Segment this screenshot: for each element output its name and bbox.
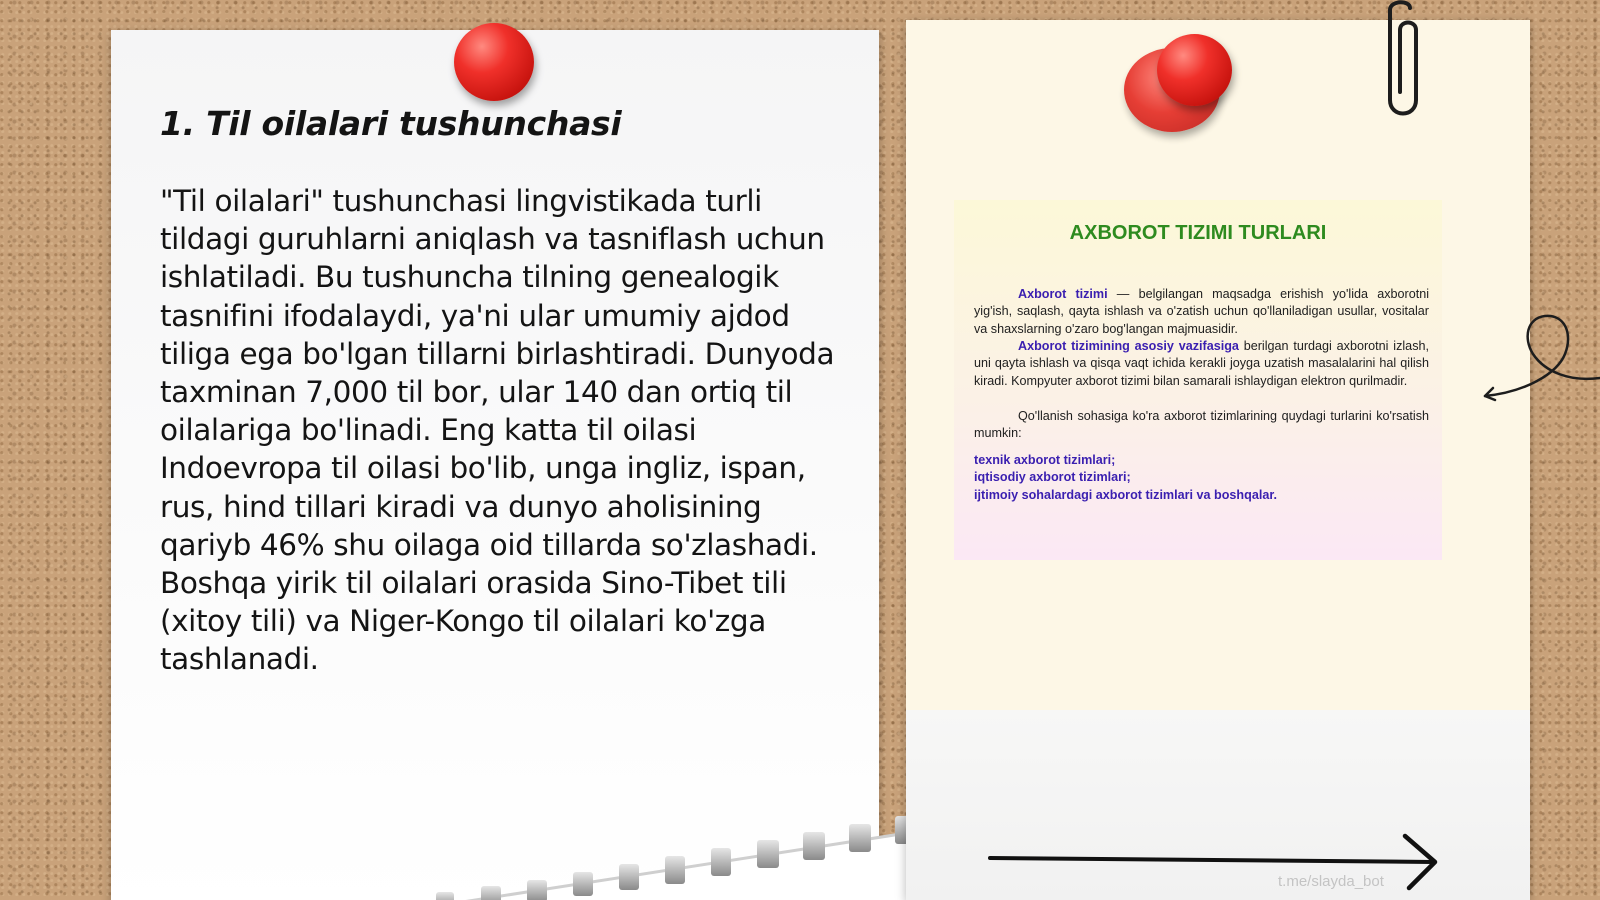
list-item: iqtisodiy axborot tizimlari; [974, 470, 1131, 485]
document-paragraph-1 [974, 286, 1429, 338]
watermark: t.me/slayda_bot [1278, 873, 1384, 890]
note-title: 1. Til oilalari tushunchasi [160, 104, 622, 143]
document-title: AXBOROT TIZIMI TURLARI [1069, 222, 1327, 244]
left-note-card [111, 30, 879, 900]
document-image [954, 200, 1442, 560]
document-paragraph-2 [974, 338, 1429, 390]
loop-doodle-icon [1475, 312, 1600, 408]
list-item: texnik axborot tizimlari; [974, 453, 1116, 467]
paperclip-icon [1370, 0, 1426, 124]
document-paragraph-3 [974, 408, 1429, 443]
term-asosiy-vazifa: Axborot tizimining asosiy vazifasiga [1018, 339, 1239, 353]
paragraph-2-text: berilgan turdagi axborotni izlash, uni qayta ishlash va qisqa vaqt ichida kerakli joyga uzatish masalalarini hal qilish kiradi. Kompyuter axborot tizimi bilan samarali ishlaydigan elektron qurilmadir. [974, 339, 1429, 388]
paragraph-1-text: — belgilangan maqsadga erishish yo'lida axborotni yig'ish, saqlash, qayta ishlash va o'zatish uchun qo'llaniladigan usullar, vositalar va shaxslarning o'zaro bog'langan majmuasidir. [974, 287, 1429, 336]
right-note-card [906, 20, 1530, 900]
paragraph-3-text: Qo'llanish sohasiga ko'ra axborot tizimlarining quydagi turlarini ko'rsatish mumkin: [974, 409, 1429, 441]
note-body: "Til oilalari" tushunchasi lingvistikada turli tildagi guruhlarni aniqlash va tasniflash uchun ishlatiladi. Bu tushuncha tilning genealogik tasnifini ifodalaydi, ya'ni ular umumiy ajdod tiliga ega bo'lgan tillarni birlashtiradi. Dunyoda taxminan 7,000 til bor, ular 140 dan ortiq til oilalariga bo'linadi. Eng katta til oilasi Indoevropa til oilasi bo'lib, unga ingliz, ispan, rus, hind tillari kiradi va dunyo aholisining qariyb 46% shu oilaga oid tillarda so'zlashadi. Boshqa yirik til oilalari orasida Sino-Tibet tili (xitoy tili) va Niger-Kongo til oilalari ko'zga tashlanadi. [160, 184, 835, 677]
term-axborot-tizimi: Axborot tizimi [1018, 287, 1108, 301]
torn-binding-strip-icon [411, 800, 991, 900]
document-list [974, 452, 1429, 504]
pushpin-icon [1157, 34, 1232, 106]
pushpin-icon [454, 23, 534, 101]
list-item: ijtimoiy sohalardagi axborot tizimlari va boshqalar. [974, 487, 1278, 502]
